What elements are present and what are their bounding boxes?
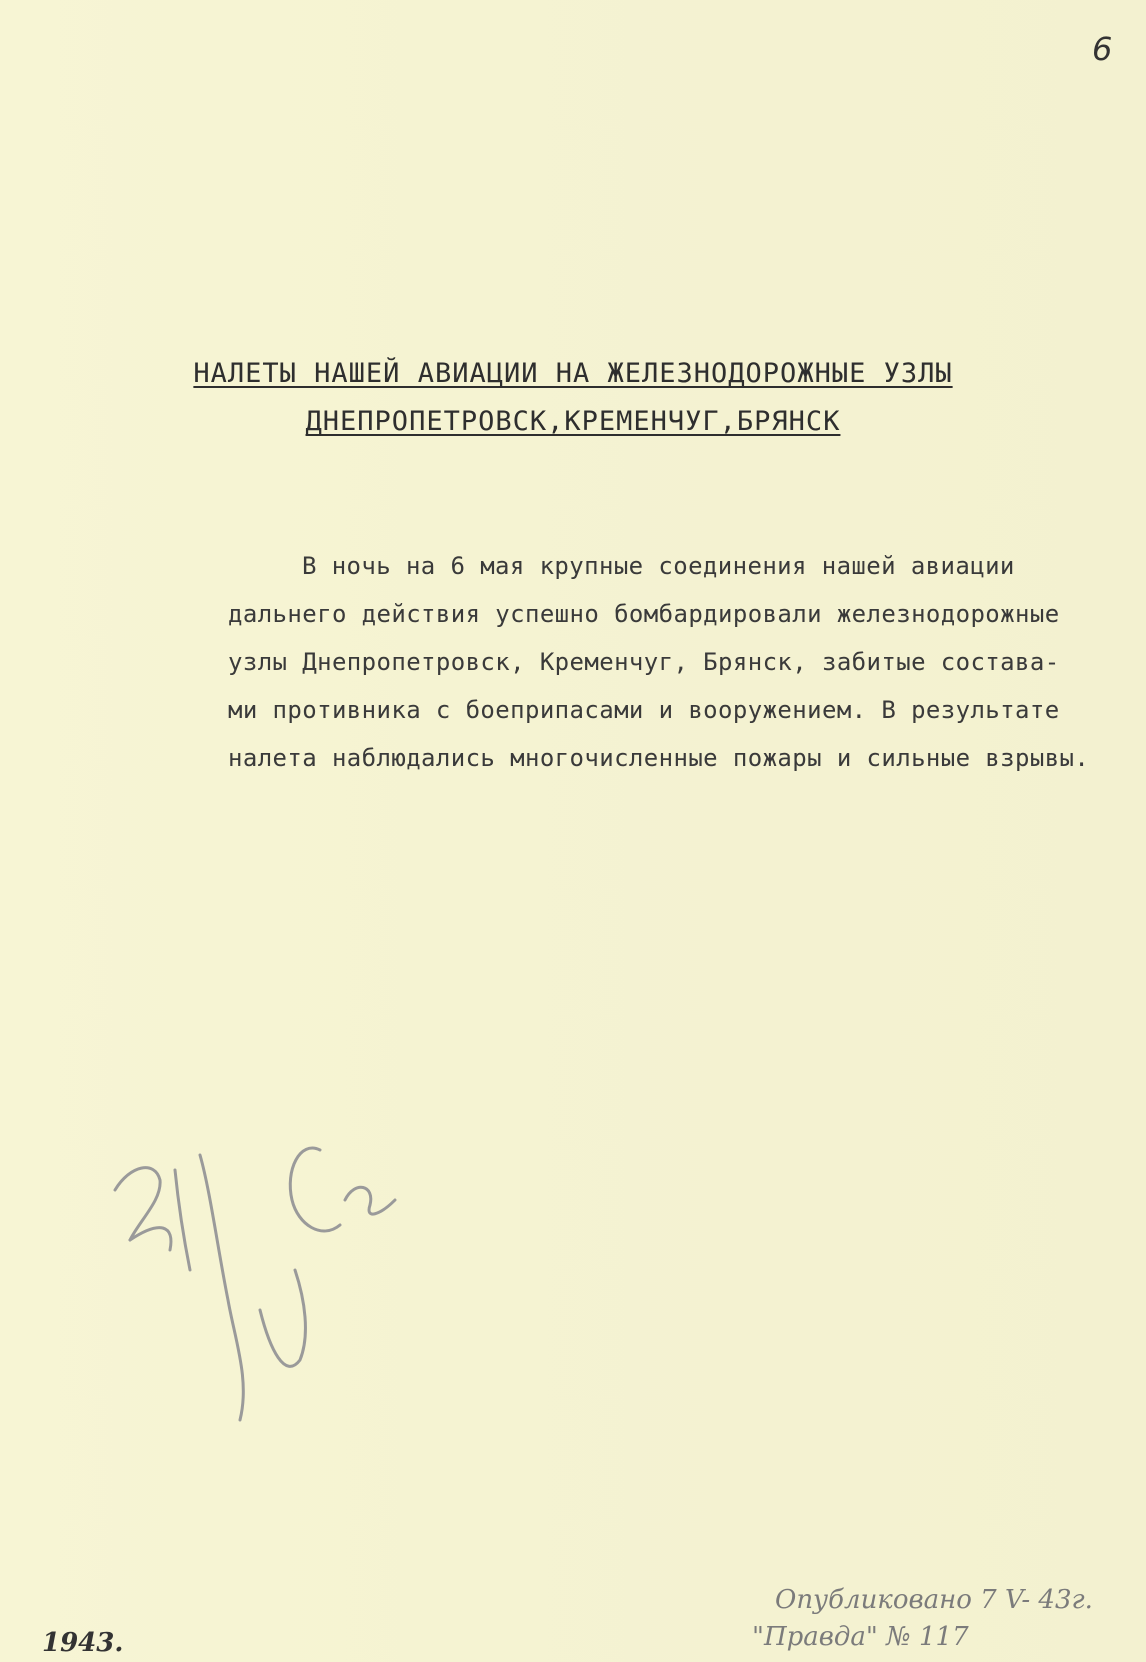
body-line-3: узлы Днепропетровск, Кременчуг, Брянск, забитые состава- [228,648,1060,676]
handwritten-year: 1943. [42,1628,124,1658]
body-line-2: дальнего действия успешно бомбардировали железнодорожные [228,600,1060,628]
title-line-1-text: НАЛЕТЫ НАШЕЙ АВИАЦИИ НА ЖЕЛЕЗНОДОРОЖНЫЕ УЗЛЫ [193,358,953,389]
page-number: 6 [1092,30,1113,68]
body-line-1: В ночь на 6 мая крупные соединения нашей авиации [302,552,1015,580]
title-line-2 [0,406,1146,437]
publication-note-line-2: "Правда" № 117 [752,1622,969,1652]
handwritten-signature [100,1130,420,1430]
title-line-2-text: ДНЕПРОПЕТРОВСК,КРЕМЕНЧУГ,БРЯНСК [305,406,841,437]
body-line-5: налета наблюдались многочисленные пожары и сильные взрывы. [228,744,1090,772]
publication-note-line-1: Опубликовано 7 V- 43г. [775,1585,1093,1615]
body-line-4: ми противника с боеприпасами и вооружением. В результате [228,696,1060,724]
title-line-1 [0,358,1146,389]
